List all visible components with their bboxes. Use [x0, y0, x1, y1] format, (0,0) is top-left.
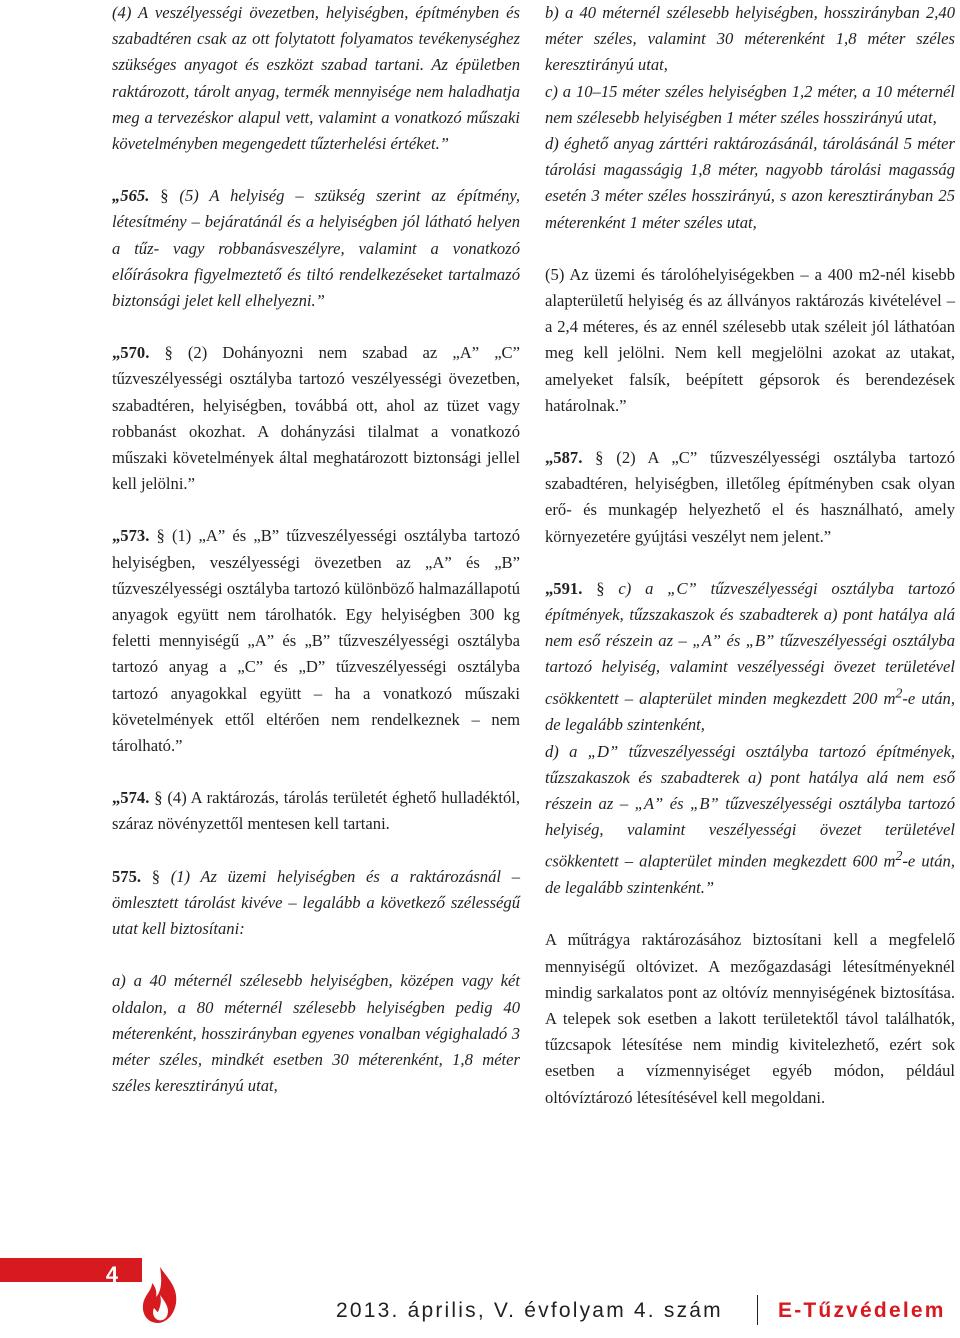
right-column [545, 0, 955, 1111]
section-sign: § [154, 788, 163, 808]
section-sign: § [164, 343, 173, 363]
section-sign: § [595, 448, 604, 468]
list-item-b: b) a 40 méternél szélesebb helyiségben, hosszirányban 2,40 méter széles, valamint 30 méterenként 1,8 méter széles keresztirányú utat, [545, 3, 955, 75]
section-sign: § [151, 866, 161, 886]
section-text-c: c) a „C” tűzveszélyességi osztályba tartozó építmények, tűzszakaszok és szabadterek a) pont hatálya alá nem eső részein az – „A” és „B” tűzveszélyességi osztályba tartozó helyiség, valamint veszélyességi övezet területével csökkentett – alapterület minden megkezdett 200 $m^2-e$ után, de legalább szintenként, [545, 578, 955, 735]
section-number: „591. [545, 578, 583, 598]
section-text: (5) A helyiség – szükség szerint az építmény, létesítmény – bejáratánál és a helyiségben jól látható helyen a tűz- vagy robbanásveszélyre, valamint a vonatkozó előírásokra figyelmeztető és tiltó rendelkezéseket tartalmazó biztonsági jelet kell elhelyezni.” [112, 186, 520, 311]
list-item-c: c) a 10–15 méter széles helyiségben 1,2 méter, a 10 méternél nem szélesebb helyiségben 1 méter széles hosszirányú utat, [545, 81, 955, 127]
section-text: (1) Az üzemi helyiségben és a raktározásnál – ömlesztett tárolást kivéve – legalább a következő szélességű utat kell biztosítani: [112, 866, 521, 939]
paragraph-5: (5) Az üzemi és tárolóhelyiségekben – a 400 m2-nél kisebb alapterületű helyiség és az állványos raktározás kivételével – a 2,4 méteres, és az ennél szélesebb utak széleit jól láthatóan meg kell jelölni. Nem kell megjelölni azokat az utakat, amelyeket falsík, beépített gépsorok és berendezések határolnak.” [545, 264, 955, 415]
page-number: 4 [105, 1262, 119, 1287]
section-587 [545, 445, 955, 550]
section-591 [545, 576, 955, 739]
section-sign: § [156, 526, 165, 546]
section-570 [112, 340, 520, 497]
section-number: 575. [112, 866, 142, 886]
list-item-a: a) a 40 méternél szélesebb helyiségben, középen vagy két oldalon, a 80 méternél szélesebb helyiségben pedig 40 méterenként, hosszirányban egyenes vonalban végighaladó 3 méter széles, mindkét esetben 30 méterenként, 1,8 méter széles keresztirányú utat, [112, 971, 520, 1096]
closing-paragraph: A műtrágya raktározásához biztosítani kell a megfelelő mennyiségű oltóvizet. A mezőgazdasági létesítményeknél mindig sarkalatos pont az oltóvíz mennyiségének biztosítása. A telepek sok esetben a lakott területektől távol találhatók, tűzcsapok létesítése nem mindig kivitelezhető, ezért sok esetben a vízmennyiséget egyéb módon, például oltóvíztározó létesítésével kell megoldani. [545, 930, 955, 1107]
section-575 [112, 864, 520, 943]
section-number: „573. [112, 526, 150, 546]
section-sign: § [160, 186, 169, 206]
section-text: (2) Dohányozni nem szabad az „A” „C” tűzveszélyességi osztályba tartozó veszélyességi övezetben, szabadtéren, helyiségben, továbbá ott, ahol az tüzet vagy robbanást okozhat. A dohányzási tilalmat a vonatkozó műszaki követelmények által meghatározott biztonsági jellel kell jelölni.” [112, 343, 520, 494]
section-573 [112, 523, 520, 759]
section-text: (4) A raktározás, tárolás területét éghető hulladéktól, száraz növényzettől mentesen kell tartani. [112, 788, 521, 834]
section-number: „570. [112, 343, 150, 363]
issue-info: 2013. április, V. évfolyam 4. szám [336, 1299, 723, 1322]
flame-icon [138, 1265, 182, 1325]
paragraph-4: (4) A veszélyességi övezetben, helyiségben, építményben és szabadtéren csak az ott folytatott folyamatos tevékenységhez szükséges anyagot és eszközt szabad tartani. Az épületben raktározott, tárolt anyag, termék mennyisége nem haladhatja meg a tervezéskor alapul vett, valamint a vonatkozó műszaki követelményben megengedett tűzterhelési értéket.” [112, 3, 520, 154]
section-574 [112, 785, 520, 837]
section-number: „587. [545, 448, 583, 468]
list-item-d: d) éghető anyag zárttéri raktározásánál, tárolásánál 5 méter tárolási magasságig 1,8 méter, nagyobb tárolási magasság esetén 3 méter széles hosszirányú, s azon keresztirányban 25 méterenként 1 méter széles utat, [545, 134, 955, 232]
section-number: „574. [112, 788, 150, 808]
magazine-title: E-Tűzvédelem [778, 1299, 946, 1322]
section-sign: § [596, 578, 605, 598]
section-text: (1) „A” és „B” tűzveszélyességi osztályba tartozó helyiségben, veszélyességi övezetben az „A” és „B” tűzveszélyességi osztályba tartozó különböző halmazállapotú anyagok együtt nem tárolhatók. Egy helyiségben 300 kg feletti mennyiségű „A” és „B” tűzveszélyességi osztályba tartozó anyag a „C” és „D” tűzveszélyességi osztályba tartozó anyagokkal együtt – ha a vonatkozó műszaki követelmények ettől eltérően nem rendelkeznek – nem tárolható.” [112, 526, 520, 756]
page-footer [0, 1255, 960, 1338]
section-565 [112, 183, 520, 314]
footer-divider [757, 1295, 758, 1325]
left-column [112, 0, 520, 1099]
section-number: „565. [112, 186, 150, 206]
section-591-item-d: d) a „D” tűzveszélyességi osztályba tartozó építmények, tűzszakaszok és szabadterek a) pont hatálya alá nem eső részein az – „A” és „B” tűzveszélyességi osztályba tartozó helyiség, valamint veszélyességi övezet területével csökkentett – alapterület minden megkezdett 600 $m^2-e$ után, de legalább szintenként.” [545, 741, 955, 898]
section-text: (2) A „C” tűzveszélyességi osztályba tartozó szabadtéren, helyiségben, illetőleg építményben csak olyan erő- és munkagép helyezhető el és használható, amely környezetére gyújtási veszélyt nem jelent.” [545, 448, 956, 546]
